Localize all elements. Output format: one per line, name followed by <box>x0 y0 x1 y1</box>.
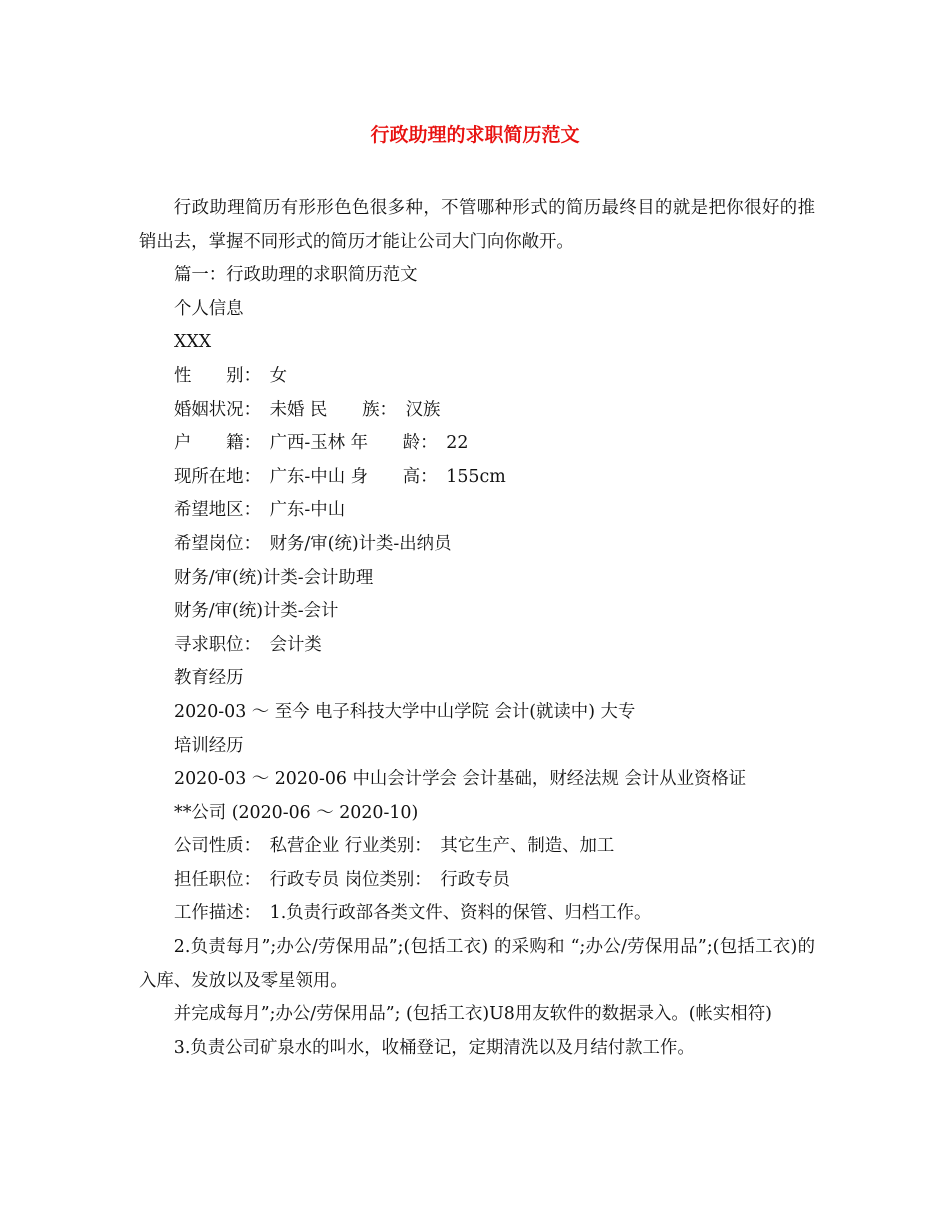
document-title: 行政助理的求职简历范文 <box>370 124 580 146</box>
intro-paragraph: 行政助理简历有形形色色很多种，不管哪种形式的简历最终目的就是把你很好的推销出去，掌握不同形式的简历才能让公司大门向你敞开。 <box>139 198 815 252</box>
text-line: 户 籍： 广西-玉林 年 龄： 22 <box>174 433 469 454</box>
text-line: 2020-03 ～ 2020-06 中山会计学会 会计基础，财经法规 会计从业资格证 <box>174 769 747 790</box>
text-line: 篇一：行政助理的求职简历范文 <box>174 265 418 286</box>
text-line: 寻求职位： 会计类 <box>174 634 322 655</box>
resume-lines <box>139 259 815 931</box>
text-line: 财务/审(统)计类-会计助理 <box>174 567 374 588</box>
text-line: 公司性质： 私营企业 行业类别： 其它生产、制造、加工 <box>174 836 615 857</box>
work-paragraph-2: 2.负责每月”;办公/劳保用品”;(包括工衣) 的采购和 “;办公/劳保用品”;(包括工衣)的入库、发放以及零星领用。 <box>139 937 815 991</box>
text-line: **公司 (2020-06 ～ 2020-10) <box>174 802 419 823</box>
text-line: 财务/审(统)计类-会计 <box>174 601 339 622</box>
text-line: 性 别： 女 <box>174 365 288 386</box>
work-paragraph-3: 并完成每月”;办公/劳保用品”; (包括工衣)U8用友软件的数据录入。(帐实相符) <box>173 1004 772 1025</box>
text-line: XXX <box>174 332 212 353</box>
text-line: 工作描述： 1.负责行政部各类文件、资料的保管、归档工作。 <box>174 903 652 924</box>
text-line: 担任职位： 行政专员 岗位类别： 行政专员 <box>174 869 510 890</box>
text-line: 现所在地： 广东-中山 身 高： 155cm <box>174 466 506 487</box>
text-line: 希望岗位： 财务/审(统)计类-出纳员 <box>174 533 452 554</box>
work-paragraph-4: 3.负责公司矿泉水的叫水，收桶登记，定期清洗以及月结付款工作。 <box>173 1037 695 1058</box>
text-line: 个人信息 <box>174 298 244 319</box>
text-line: 培训经历 <box>174 735 244 756</box>
document-body <box>139 192 815 1065</box>
text-line: 2020-03 ～ 至今 电子科技大学中山学院 会计(就读中) 大专 <box>174 701 636 722</box>
text-line: 婚姻状况： 未婚 民 族： 汉族 <box>174 399 441 420</box>
text-line: 教育经历 <box>174 668 244 689</box>
text-line: 希望地区： 广东-中山 <box>174 500 346 521</box>
